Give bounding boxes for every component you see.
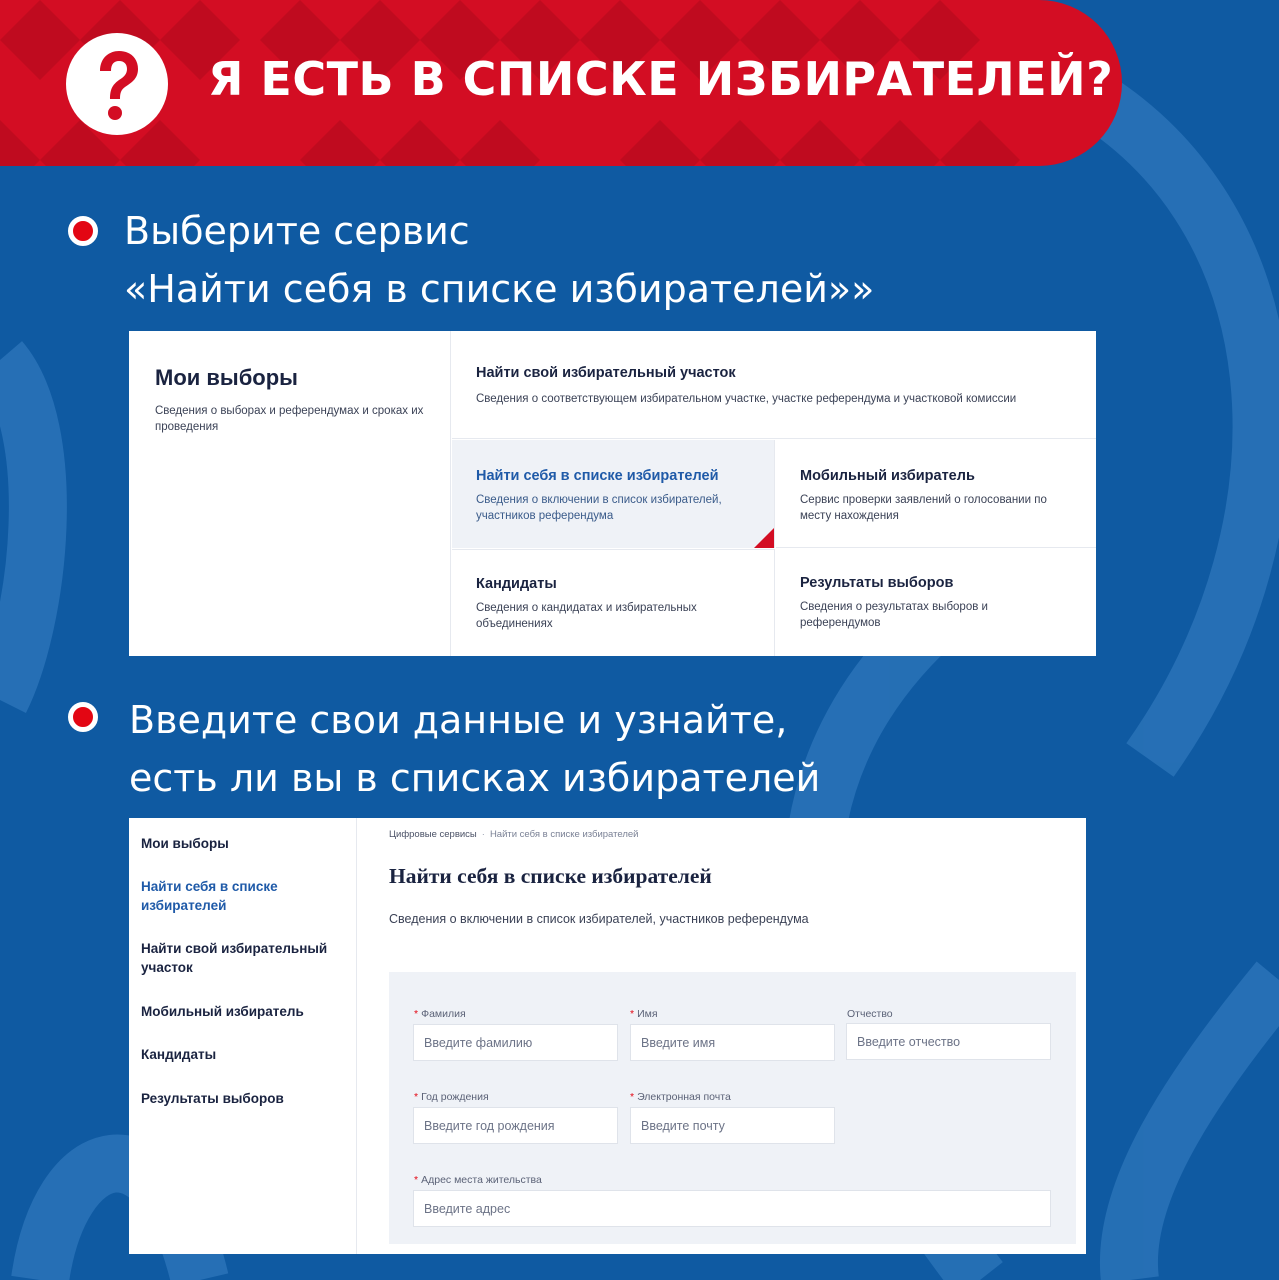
tile-election-results[interactable] xyxy=(776,549,1096,656)
step-1-line-1: Выберите сервис xyxy=(124,209,470,253)
first-name-field[interactable]: Введите имя xyxy=(630,1024,835,1061)
tile-title: Найти свой избирательный участок xyxy=(476,365,736,381)
form-title: Найти себя в списке избирателей xyxy=(389,864,712,888)
sidebar-item-my-elections[interactable]: Мои выборы xyxy=(141,836,229,851)
required-mark: * xyxy=(414,1091,419,1103)
email-label: * Электронная почта xyxy=(630,1091,731,1103)
last-name-label: * Фамилия xyxy=(414,1008,466,1020)
my-elections-subtitle: Сведения о выборах и референдумах и сроках их проведения xyxy=(155,405,424,433)
step-2-text xyxy=(129,691,820,807)
sidebar-item-polling-station[interactable]: Найти свой избирательный участок xyxy=(141,941,328,975)
tile-description: Сведения о соответствующем избирательном участке, участке референдума и участковой комиссии xyxy=(476,393,1017,405)
form-subtitle: Сведения о включении в список избирателей, участников референдума xyxy=(389,912,809,926)
sidebar-item-results[interactable]: Результаты выборов xyxy=(141,1091,284,1106)
search-form-screenshot xyxy=(129,818,1086,1254)
tile-title: Найти себя в списке избирателей xyxy=(476,468,719,484)
patronymic-label: Отчество xyxy=(847,1008,893,1020)
tile-title: Результаты выборов xyxy=(800,575,954,591)
email-field[interactable]: Введите почту xyxy=(630,1107,835,1144)
selected-corner-marker xyxy=(754,528,774,548)
birth-year-field[interactable]: Введите год рождения xyxy=(413,1107,618,1144)
sidebar xyxy=(129,818,357,1254)
step-1-text xyxy=(124,202,874,318)
bullet-icon xyxy=(68,216,98,246)
bullet-icon xyxy=(68,702,98,732)
my-elections-title: Мои выборы xyxy=(155,365,298,390)
sidebar-item-mobile-voter[interactable]: Мобильный избиратель xyxy=(141,1004,304,1019)
sidebar-item-find-self[interactable]: Найти себя в списке избирателей xyxy=(141,879,278,913)
breadcrumb-separator: · xyxy=(481,829,485,840)
breadcrumb xyxy=(389,829,638,840)
step-2-line-2: есть ли вы в списках избирателей xyxy=(129,756,821,800)
last-name-field[interactable]: Введите фамилию xyxy=(413,1024,618,1061)
required-mark: * xyxy=(414,1174,419,1186)
tile-find-self-in-list[interactable] xyxy=(452,440,775,548)
step-1-line-2: «Найти себя в списке избирателей»» xyxy=(124,267,875,311)
sidebar-item-candidates[interactable]: Кандидаты xyxy=(141,1047,217,1062)
tile-description: Сведения о результатах выборов и референдумов xyxy=(800,601,988,629)
breadcrumb-current: Найти себя в списке избирателей xyxy=(489,829,639,840)
tile-description: Сведения о кандидатах и избирательных объединениях xyxy=(476,602,697,630)
tile-title: Мобильный избиратель xyxy=(800,468,975,484)
tile-description: Сведения о включении в список избирателей, участников референдума xyxy=(476,494,722,522)
tile-candidates[interactable] xyxy=(452,549,775,656)
breadcrumb-link[interactable]: Цифровые сервисы xyxy=(389,829,477,840)
header-banner xyxy=(0,0,1122,166)
birth-year-label: * Год рождения xyxy=(414,1091,489,1103)
required-mark: * xyxy=(414,1008,419,1020)
required-mark: * xyxy=(630,1008,635,1020)
search-form xyxy=(389,972,1076,1244)
my-elections-panel xyxy=(129,331,451,656)
page-title: Я ЕСТЬ В СПИСКЕ ИЗБИРАТЕЛЕЙ? xyxy=(208,52,1114,106)
first-name-label: * Имя xyxy=(630,1008,658,1020)
required-mark: * xyxy=(630,1091,635,1103)
patronymic-field[interactable]: Введите отчество xyxy=(846,1023,1051,1060)
tile-title: Кандидаты xyxy=(476,576,557,592)
tile-mobile-voter[interactable] xyxy=(776,440,1096,548)
tile-description: Сервис проверки заявлений о голосовании по месту нахождения xyxy=(800,494,1047,522)
step-2-line-1: Введите свои данные и узнайте, xyxy=(129,698,788,742)
services-screenshot xyxy=(129,331,1096,656)
question-icon xyxy=(66,33,168,135)
address-field[interactable]: Введите адрес xyxy=(413,1190,1051,1227)
address-label: * Адрес места жительства xyxy=(414,1174,542,1186)
tile-find-polling-station[interactable] xyxy=(452,331,1096,439)
